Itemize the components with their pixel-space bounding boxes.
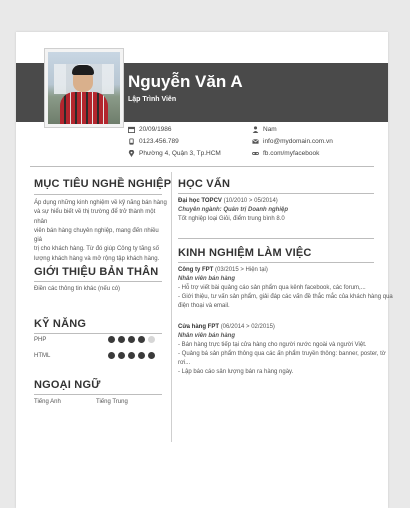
education-major: Chuyên ngành: Quản trị Doanh nghiệp bbox=[178, 207, 288, 213]
mail-icon bbox=[252, 138, 259, 145]
objective-line: trị cho khách hàng. Từ đó giúp Công ty tăng số bbox=[34, 246, 159, 253]
language-item: Tiếng Anh bbox=[34, 399, 61, 405]
rating-dot bbox=[128, 352, 135, 359]
job-period: (03/2015 > Hiện tại) bbox=[215, 267, 268, 273]
objective-text bbox=[34, 199, 168, 264]
job-period: (06/2014 > 02/2015) bbox=[220, 324, 275, 330]
objective-line: Áp dụng những kinh nghiệm về kỹ năng bán hàng bbox=[34, 200, 167, 206]
header-divider bbox=[30, 166, 374, 167]
job-header bbox=[178, 324, 275, 330]
rating-dot bbox=[138, 336, 145, 343]
phone-text: 0123.456.789 bbox=[139, 138, 179, 145]
info-phone bbox=[128, 138, 179, 145]
education-school-row bbox=[178, 198, 278, 204]
objective-line: viên bán hàng chuyên nghiệp, mang đến nhiều giá bbox=[34, 227, 159, 244]
objective-line: lượng khách hàng và mở rộng tập khách hàng. bbox=[34, 255, 160, 262]
rating-dot bbox=[118, 352, 125, 359]
column-divider bbox=[171, 172, 172, 442]
email-text[interactable]: info@mydomain.com.vn bbox=[263, 138, 333, 145]
job-position: Nhân viên bán hàng bbox=[178, 333, 236, 339]
skill-rating-php bbox=[108, 336, 155, 343]
rating-dot bbox=[138, 352, 145, 359]
education-period: (10/2010 > 05/2014) bbox=[223, 198, 278, 204]
job-position: Nhân viên bán hàng bbox=[178, 276, 236, 282]
avatar bbox=[44, 48, 124, 128]
rating-dot bbox=[108, 352, 115, 359]
about-text: Điền các thông tin khác (nếu có) bbox=[34, 286, 121, 292]
education-note: Tốt nghiệp loại Giỏi, điểm trung bình 8.0 bbox=[178, 216, 285, 222]
info-gender bbox=[252, 126, 277, 133]
about-title: GIỚI THIỆU BẢN THÂN bbox=[34, 266, 159, 278]
rating-dot bbox=[128, 336, 135, 343]
dob-text: 20/09/1986 bbox=[139, 126, 172, 133]
link-icon bbox=[252, 150, 259, 157]
gender-text: Nam bbox=[263, 126, 277, 133]
objective-title: MỤC TIÊU NGHỀ NGHIỆP bbox=[34, 178, 172, 190]
experience-rule bbox=[178, 262, 374, 263]
skills-rule bbox=[34, 333, 162, 334]
job-duty: - Quảng bá sản phẩm thông qua các ấn phẩm truyền thông: banner, poster, tờ bbox=[178, 351, 386, 357]
skills-title: KỸ NĂNG bbox=[34, 318, 87, 330]
address-text: Phường 4, Quận 3, Tp.HCM bbox=[139, 150, 221, 157]
objective-rule bbox=[34, 194, 162, 195]
rating-dot bbox=[148, 352, 155, 359]
job-company: Cửa hàng FPT bbox=[178, 324, 220, 330]
rating-dot bbox=[108, 336, 115, 343]
job-header bbox=[178, 267, 268, 273]
info-email[interactable] bbox=[252, 138, 333, 145]
job-duty: - Hỗ trợ viết bài quảng cáo sản phẩm qua kênh facebook, các forum,... bbox=[178, 285, 366, 291]
education-school: Đại học TOPCV bbox=[178, 198, 222, 204]
languages-rule bbox=[34, 394, 162, 395]
education-bottom-rule bbox=[178, 238, 374, 239]
experience-title: KINH NGHIỆM LÀM VIỆC bbox=[178, 247, 312, 259]
info-facebook[interactable] bbox=[252, 150, 319, 157]
rating-dot bbox=[118, 336, 125, 343]
job-duty: rơi... bbox=[178, 360, 191, 366]
location-icon bbox=[128, 150, 135, 157]
skill-name-php: PHP bbox=[34, 337, 47, 343]
profile-role: Lập Trình Viên bbox=[128, 96, 177, 103]
skill-rating-html bbox=[108, 352, 155, 359]
calendar-icon bbox=[128, 126, 135, 133]
job-duty: điện thoại và email. bbox=[178, 303, 230, 309]
education-title: HỌC VẤN bbox=[178, 178, 231, 190]
education-rule bbox=[178, 193, 374, 194]
profile-name: Nguyễn Văn A bbox=[128, 72, 243, 91]
about-rule bbox=[34, 281, 162, 282]
language-item: Tiếng Trung bbox=[96, 399, 128, 405]
resume-page bbox=[16, 32, 393, 508]
job-company: Công ty FPT bbox=[178, 267, 214, 273]
person-icon bbox=[252, 126, 259, 133]
rating-dot bbox=[148, 336, 155, 343]
job-duty: - Lập báo cáo sản lượng bán ra hàng ngày. bbox=[178, 369, 294, 375]
languages-title: NGOẠI NGỮ bbox=[34, 379, 101, 391]
info-address bbox=[128, 150, 221, 157]
info-dob bbox=[128, 126, 172, 133]
objective-line: và sự hiểu biết về thị trường để trở thành một nhân bbox=[34, 209, 156, 225]
job-duty: - Bán hàng trực tiếp tại cửa hàng cho người nước ngoài và người Việt. bbox=[178, 342, 367, 348]
job-duty: - Giới thiệu, tư vấn sản phẩm, giải đáp các vấn đề thắc mắc của khách hàng qua bbox=[178, 294, 393, 300]
skill-name-html: HTML bbox=[34, 353, 51, 359]
phone-icon bbox=[128, 138, 135, 145]
facebook-text[interactable]: fb.com/myfacebook bbox=[263, 150, 320, 157]
